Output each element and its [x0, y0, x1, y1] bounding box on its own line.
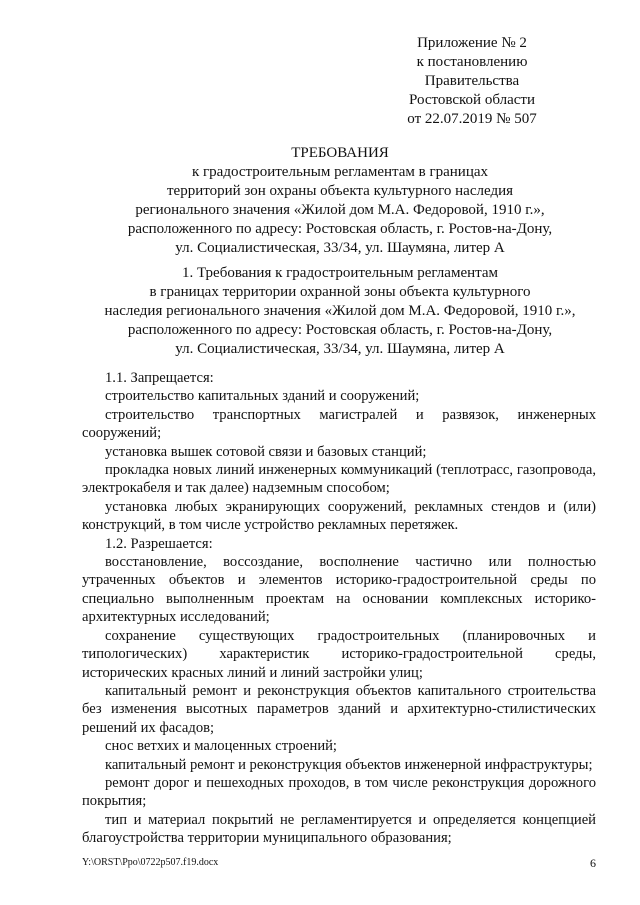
section-line: расположенного по адресу: Ростовская область, г. Ростов-на-Дону,	[127, 322, 553, 338]
appendix-line: Правительства	[424, 73, 520, 89]
document-title	[100, 144, 580, 258]
appendix-header	[372, 34, 572, 129]
title-line: территорий зон охраны объекта культурного наследия	[167, 183, 513, 199]
list-item: строительство транспортных магистралей и развязок, инженерных сооружений;	[82, 406, 596, 442]
clause-heading: 1.1. Запрещается:	[105, 370, 214, 386]
section-line: в границах территории охранной зоны объекта культурного	[149, 284, 531, 300]
section-line: наследия регионального значения «Жилой дом М.А. Федоровой, 1910 г.»,	[104, 303, 576, 319]
appendix-line: Ростовской области	[409, 92, 535, 108]
clause-heading: 1.2. Разрешается:	[105, 535, 213, 552]
list-item: установка вышек сотовой связи и базовых станций;	[105, 443, 427, 460]
list-item: капитальный ремонт и реконструкция объектов капитального строительства без изменения высотных параметров зданий и архитектурно-стилистических решений их фасадов;	[82, 682, 596, 736]
section-1-heading	[100, 264, 580, 359]
body-text	[82, 369, 596, 848]
list-item: восстановление, воссоздание, восполнение частично или полностью утраченных объектов и элементов историко-градостроительной среды по специально выполненным проектам на основании комплексных историко-архитектурных исследований;	[82, 554, 596, 626]
appendix-line: к постановлению	[416, 54, 528, 70]
list-item: установка любых экранирующих сооружений, рекламных стендов и (или) конструкций, в том числе устройство рекламных перетяжек.	[82, 498, 596, 534]
list-item: прокладка новых линий инженерных коммуникаций (теплотрасс, газопровода, электрокабеля и так далее) надземным способом;	[82, 462, 596, 497]
title-line: к градостроительным регламентам в границах	[191, 164, 489, 180]
list-item: ремонт дорог и пешеходных проходов, в том числе реконструкция дорожного покрытия;	[82, 774, 596, 810]
list-item: снос ветхих и малоценных строений;	[105, 738, 337, 755]
title-heading: ТРЕБОВАНИЯ	[291, 145, 389, 161]
title-line: ул. Социалистическая, 33/34, ул. Шаумяна, литер А	[175, 240, 505, 256]
appendix-line: Приложение № 2	[417, 35, 527, 51]
page-number: 6	[590, 856, 596, 870]
list-item: строительство капитальных зданий и сооружений;	[105, 388, 420, 405]
list-item: капитальный ремонт и реконструкция объектов инженерной инфраструктуры;	[105, 756, 593, 773]
file-path: Y:\ORST\Ppo\0722p507.f19.docx	[82, 857, 219, 868]
list-item: сохранение существующих градостроительных (планировочных и типологических) характеристик историко-градостроительной среды, исторических красных линий и линий застройки улиц;	[82, 627, 596, 681]
title-line: регионального значения «Жилой дом М.А. Федоровой, 1910 г.»,	[135, 202, 545, 218]
appendix-line: от 22.07.2019 № 507	[407, 111, 537, 127]
section-line: ул. Социалистическая, 33/34, ул. Шаумяна, литер А	[175, 341, 505, 357]
title-line: расположенного по адресу: Ростовская область, г. Ростов-на-Дону,	[127, 221, 553, 237]
list-item: тип и материал покрытий не регламентируется и определяется концепцией благоустройства территории муниципального образования;	[82, 811, 596, 847]
section-line: 1. Требования к градостроительным регламентам	[181, 265, 499, 281]
